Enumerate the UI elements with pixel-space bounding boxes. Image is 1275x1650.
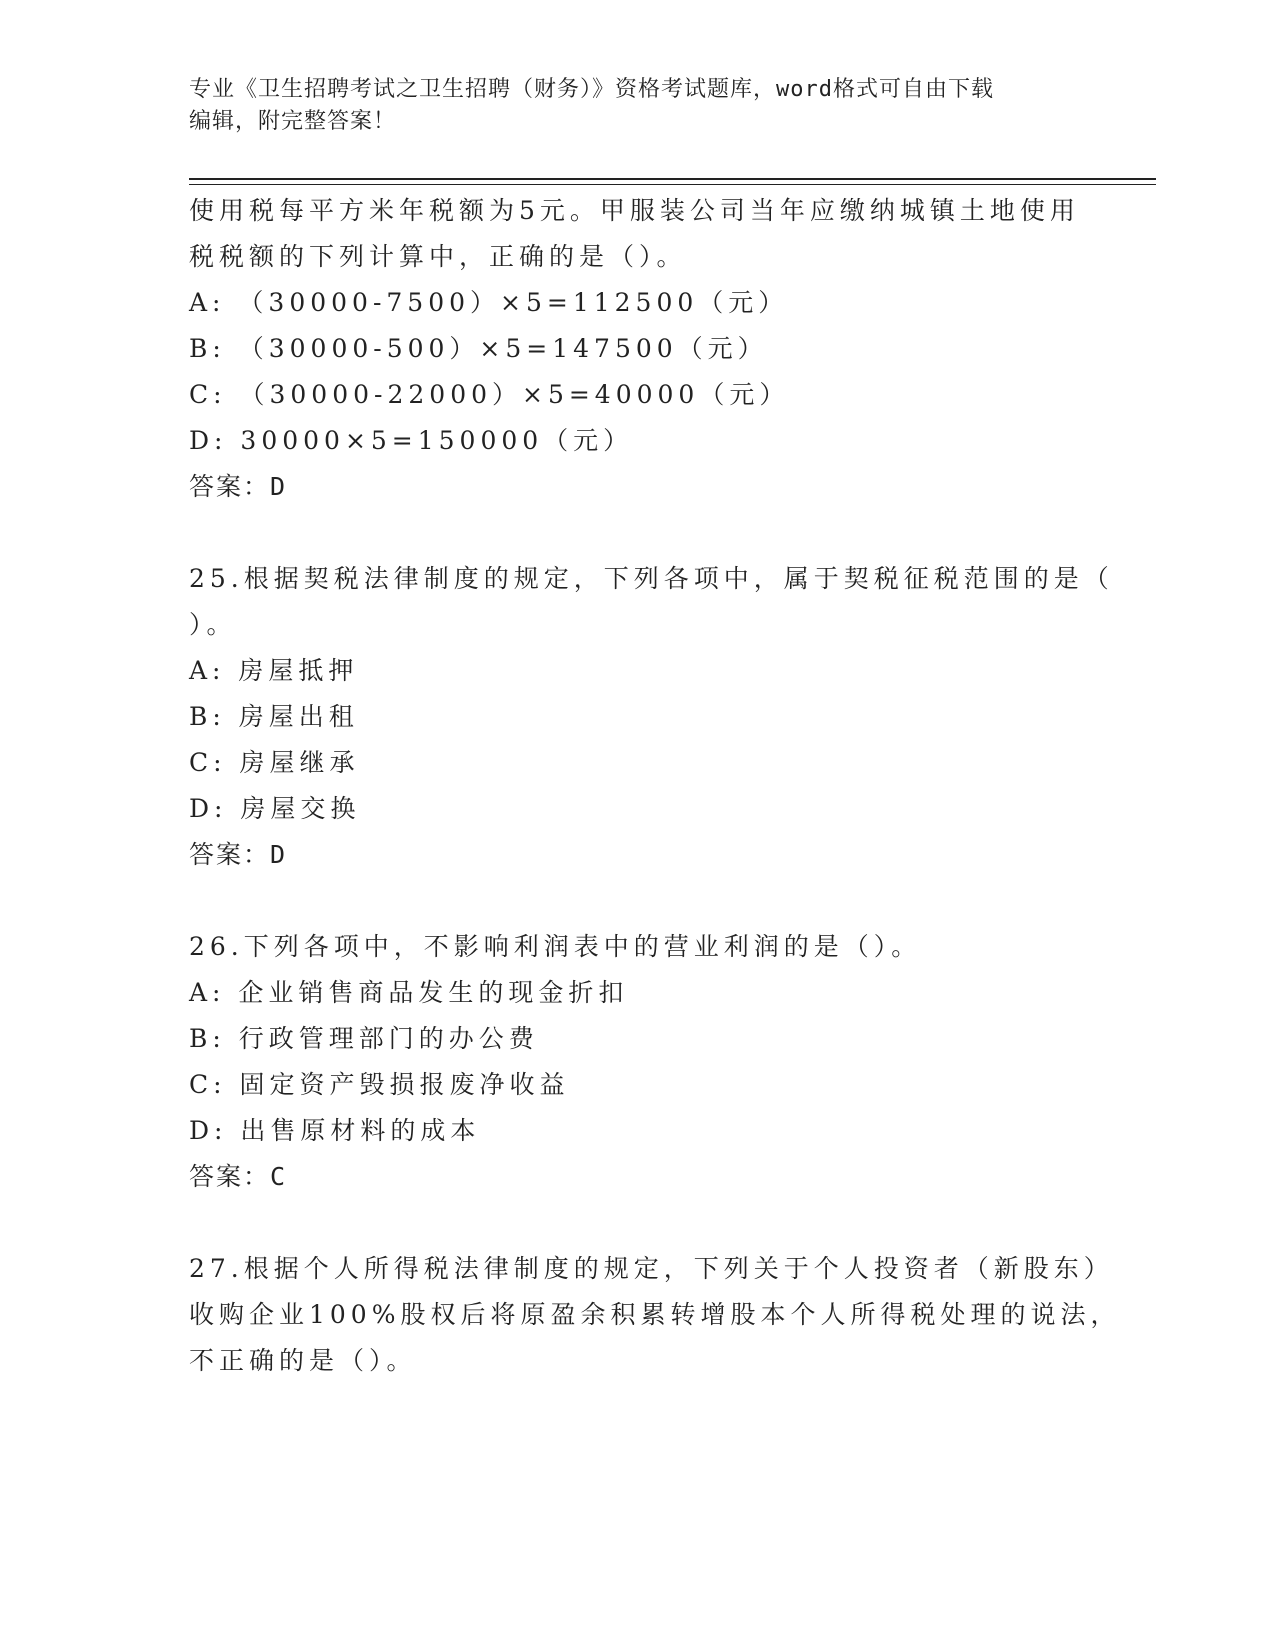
question-26 xyxy=(189,924,1089,1200)
option-b: B: 行政管理部门的办公费 xyxy=(189,1024,539,1053)
question-content xyxy=(189,188,1121,1384)
question-24 xyxy=(189,188,1089,510)
header-divider xyxy=(189,178,1156,180)
answer-line: 答案：D xyxy=(189,472,288,501)
question-text-line: ）。 xyxy=(189,610,237,639)
question-text-line: 收购企业100%股权后将原盈余积累转增股本个人所得税处理的说法， xyxy=(189,1300,1121,1329)
header-line-1: 专业《卫生招聘考试之卫生招聘（财务）》资格考试题库，word格式可自由下载 xyxy=(189,77,994,102)
answer-line: 答案：C xyxy=(189,1162,288,1191)
option-c: C: （30000-22000）×5=40000（元） xyxy=(189,380,790,409)
option-d: D: 房屋交换 xyxy=(189,794,361,823)
answer-line: 答案：D xyxy=(189,840,288,869)
option-a: A: 企业销售商品发生的现金折扣 xyxy=(189,978,629,1007)
question-text-line: 税税额的下列计算中，正确的是（）。 xyxy=(189,242,687,271)
option-b: B: 房屋出租 xyxy=(189,702,359,731)
question-text-line: 27.根据个人所得税法律制度的规定，下列关于个人投资者（新股东） xyxy=(189,1254,1114,1283)
question-27 xyxy=(189,1246,1121,1384)
question-text-line: 26.下列各项中，不影响利润表中的营业利润的是（）。 xyxy=(189,932,922,961)
option-a: A: （30000-7500）×5=112500（元） xyxy=(189,288,789,317)
header-line-2: 编辑，附完整答案！ xyxy=(189,109,397,134)
option-d: D: 30000×5=150000（元） xyxy=(189,426,634,455)
option-b: B: （30000-500）×5=147500（元） xyxy=(189,334,768,363)
option-d: D: 出售原材料的成本 xyxy=(189,1116,481,1145)
question-text-line: 使用税每平方米年税额为5元。甲服装公司当年应缴纳城镇土地使用 xyxy=(189,196,1080,225)
document-header xyxy=(189,74,1089,138)
header-divider-secondary xyxy=(189,184,1156,185)
question-spacer xyxy=(189,1200,1089,1246)
question-text-line: 25.根据契税法律制度的规定，下列各项中，属于契税征税范围的是（ xyxy=(189,564,1114,593)
option-c: C: 固定资产毁损报废净收益 xyxy=(189,1070,570,1099)
question-text-line: 不正确的是（）。 xyxy=(189,1346,417,1375)
option-c: C: 房屋继承 xyxy=(189,748,360,777)
question-25 xyxy=(189,556,1114,878)
question-spacer xyxy=(189,510,1089,556)
option-a: A: 房屋抵押 xyxy=(189,656,359,685)
question-spacer xyxy=(189,878,1089,924)
